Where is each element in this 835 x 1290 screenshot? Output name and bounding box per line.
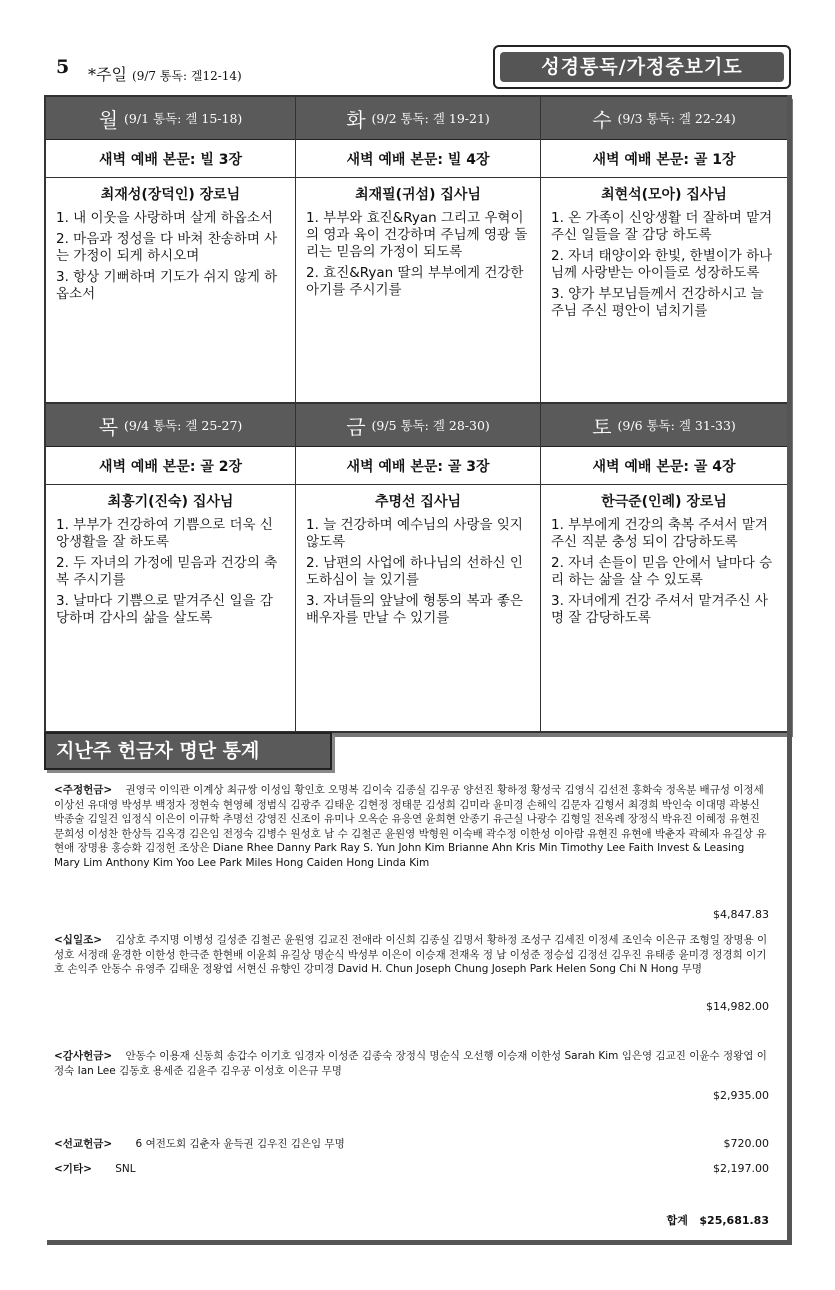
prayer-list — [306, 210, 530, 299]
day-cell-thu — [46, 404, 296, 731]
prayer-item: 1. 부부에게 건강의 축복 주셔서 맡겨주신 직분 충성 되이 감당하도록 — [551, 517, 768, 550]
family-leader: 최재필(귀섬) 집사님 — [355, 187, 481, 203]
donor-names: 6 여전도회 김춘자 윤득권 김우진 김은임 무명 — [135, 1138, 345, 1150]
offering-stats-title: 지난주 헌금자 명단 통계 — [44, 732, 332, 770]
offering-section-mission — [54, 1137, 769, 1152]
offering-total — [667, 1212, 769, 1228]
donor-names: 안동수 이용재 신동희 송갑수 이기호 임경자 이성준 김종숙 장정식 명순식 오선행 이승재 이한성 Sarah Kim 임은영 김교진 이윤수 정왕엽 이정숙 Ian Lee 김동호 용세준 김윤주 김우공 이성호 이은규 무명 — [54, 1050, 767, 1077]
family-leader: 추명선 집사님 — [374, 494, 462, 510]
offering-section-other — [54, 1162, 769, 1177]
prayer-list — [551, 517, 777, 627]
dawn-verse: 새벽 예배 본문: 골 4장 — [541, 447, 787, 485]
day-name: 토 — [592, 414, 612, 439]
prayer-list — [56, 210, 285, 303]
day-cell-tue — [296, 97, 541, 402]
dawn-verse: 새벽 예배 본문: 빌 3장 — [46, 140, 295, 178]
page-number: 5 — [56, 56, 70, 78]
prayer-item: 3. 자녀들의 앞날에 형통의 복과 좋은 배우자를 만날 수 있기를 — [306, 593, 523, 626]
offering-label: <주정헌금> — [54, 784, 113, 796]
day-reading: (9/2 통독: 겔 19-21) — [371, 111, 490, 126]
page-shadow-bottom — [47, 1240, 792, 1245]
prayer-list — [56, 517, 285, 627]
page-title-box — [493, 45, 791, 89]
offering-amount: $4,847.83 — [713, 908, 769, 921]
prayer-item: 2. 남편의 사업에 하나님의 선하신 인도하심이 늘 있기를 — [306, 555, 523, 588]
day-name: 월 — [98, 107, 119, 132]
dawn-verse: 새벽 예배 본문: 골 1장 — [541, 140, 787, 178]
dawn-verse: 새벽 예배 본문: 골 2장 — [46, 447, 295, 485]
family-leader: 최흥기(진숙) 집사님 — [107, 494, 234, 510]
prayer-item: 3. 날마다 기쁨으로 맡겨주신 일을 감당하며 감사의 삶을 살도록 — [56, 593, 273, 626]
prayer-item: 1. 부부가 건강하여 기쁨으로 더욱 신앙생활을 잘 하도록 — [56, 517, 273, 550]
prayer-item: 1. 부부와 효진&Ryan 그리고 우혁이의 영과 육이 건강하며 주님께 영광 돌리는 믿음의 가정이 되도록 — [306, 210, 528, 260]
prayer-item: 2. 마음과 정성을 다 바쳐 찬송하며 사는 가정이 되게 하시오며 — [56, 231, 278, 264]
prayer-item: 2. 자녀 손들이 믿음 안에서 날마다 승리 하는 삶을 살 수 있도록 — [551, 555, 773, 588]
day-name: 수 — [592, 107, 612, 132]
family-leader: 최현석(모아) 집사님 — [601, 187, 727, 203]
offering-section-tithe — [54, 933, 769, 977]
donor-names: 권영국 이익관 이계상 최규쌍 이성임 황인호 오명복 김이숙 김종실 김우공 양선진 황하정 황성국 김영식 김선전 홍화숙 정옥분 배규성 이정세 이상선 유대영 박성부 백정자 정현숙 현영혜 정범식 김광주 김태운 김현정 정태문 김성희 김미라 윤미경 손해익 김문자 김형서 최경희 박인숙 이대명 곽봉신 박종술 김일건 임정식 이은이 이규학 추명선 강영진 신조이 유미나 오옥순 유응연 윤희현 안종기 유근실 나광수 김형일 전옥례 장정식 박유진 이혜정 유현진 문희성 이성찬 한상득 김옥경 김은임 전정숙 김병수 원성호 남 수 김철곤 윤원영 박형원 이숙배 곽수정 이한성 이아람 유현진 유현애 박춘자 곽혜자 유길상 유현애 장명용 홍승화 김정헌 조상은 Diane Rhee Danny Park Ray S. Yun John Kim Brianne Ahn Kris Min Timothy Lee Faith Invest & Leasing Mary Lim Anthony Kim Yoo Lee Park Miles Hong Caiden Hong Linda Kim — [54, 784, 767, 869]
prayer-calendar-grid — [44, 95, 789, 733]
offering-label: <감사헌금> — [54, 1050, 113, 1062]
day-header — [46, 404, 295, 447]
offering-label: <기타> — [54, 1163, 92, 1175]
donor-names: 김상호 주지명 이병성 길성준 김철곤 윤원영 김교진 전애라 이신희 김종실 김명서 황하정 조성구 김세진 이정세 조인숙 이은규 조형일 장명용 이성호 서정래 윤경한 이한성 한극준 한현배 이윤희 유길상 명순식 박성부 이은이 이승재 전재옥 정 남 이성준 정승섭 김정선 김우진 유태종 윤미경 정경희 이기호 손익주 안동수 유영주 김태운 정왕엽 서현신 유향인 강미경 David H. Chun Joseph Chung Joseph Park Helen Song Chi N Hong 무명 — [54, 934, 768, 975]
offering-amount: $720.00 — [723, 1137, 769, 1150]
dawn-verse: 새벽 예배 본문: 빌 4장 — [296, 140, 540, 178]
day-name: 목 — [98, 414, 119, 439]
day-cell-fri — [296, 404, 541, 731]
day-reading: (9/1 통독: 겔 15-18) — [124, 111, 243, 126]
prayer-item: 3. 자녀에게 건강 주셔서 맡겨주신 사명 잘 감당하도록 — [551, 593, 768, 626]
day-reading: (9/3 통독: 겔 22-24) — [617, 111, 736, 126]
day-cell-sat — [541, 404, 787, 731]
prayer-list — [306, 517, 530, 627]
day-header — [46, 97, 295, 140]
day-cell-mon — [46, 97, 296, 402]
family-leader: 최재성(장덕인) 장로님 — [100, 187, 241, 203]
offering-amount: $2,197.00 — [713, 1162, 769, 1175]
day-header — [296, 97, 540, 140]
day-header — [296, 404, 540, 447]
sunday-reading — [88, 62, 242, 85]
total-amount: $25,681.83 — [699, 1214, 769, 1227]
day-name: 금 — [346, 414, 366, 439]
day-reading: (9/5 통독: 겔 28-30) — [371, 418, 490, 433]
offering-label: <선교헌금> — [54, 1138, 113, 1150]
prayer-item: 2. 두 자녀의 가정에 믿음과 건강의 축복 주시기를 — [56, 555, 278, 588]
prayer-item: 3. 항상 기뻐하며 기도가 쉬지 않게 하옵소서 — [56, 269, 278, 302]
day-cell-wed — [541, 97, 787, 402]
offering-label: <십일조> — [54, 934, 103, 946]
prayer-item: 1. 내 이웃을 사랑하며 살게 하옵소서 — [56, 210, 273, 226]
page-title: 성경통독/가정중보기도 — [500, 52, 784, 82]
prayer-item: 2. 자녀 태양이와 한빛, 한별이가 하나님께 사랑받는 아이들로 성장하도록 — [551, 248, 773, 281]
family-leader: 한극준(인례) 장로님 — [601, 494, 727, 510]
day-reading: (9/6 통독: 겔 31-33) — [617, 418, 736, 433]
prayer-item: 1. 온 가족이 신앙생활 더 잘하며 맡겨주신 일들을 잘 감당 하도록 — [551, 210, 773, 243]
day-header — [541, 97, 787, 140]
prayer-item: 3. 양가 부모님들께서 건강하시고 늘 주님 주신 평안이 넘치기를 — [551, 286, 764, 319]
day-name: 화 — [346, 107, 366, 132]
offering-section-thanks — [54, 1049, 769, 1078]
dawn-verse: 새벽 예배 본문: 골 3장 — [296, 447, 540, 485]
sunday-label: *주일 — [88, 65, 127, 84]
prayer-item: 1. 늘 건강하며 예수님의 사랑을 잊지 않도록 — [306, 517, 523, 550]
donor-names: SNL — [115, 1163, 136, 1175]
offering-amount: $2,935.00 — [713, 1089, 769, 1102]
page-shadow-right — [787, 95, 792, 1245]
sunday-reading-range: (9/7 통독: 겔12-14) — [132, 69, 242, 83]
offering-amount: $14,982.00 — [706, 1000, 769, 1013]
day-header — [541, 404, 787, 447]
offering-section-weekly — [54, 783, 769, 870]
day-reading: (9/4 통독: 겔 25-27) — [124, 418, 243, 433]
total-label: 합계 — [666, 1214, 688, 1227]
prayer-item: 2. 효진&Ryan 딸의 부부에게 건강한 아기를 주시기를 — [306, 265, 524, 298]
prayer-list — [551, 210, 777, 320]
